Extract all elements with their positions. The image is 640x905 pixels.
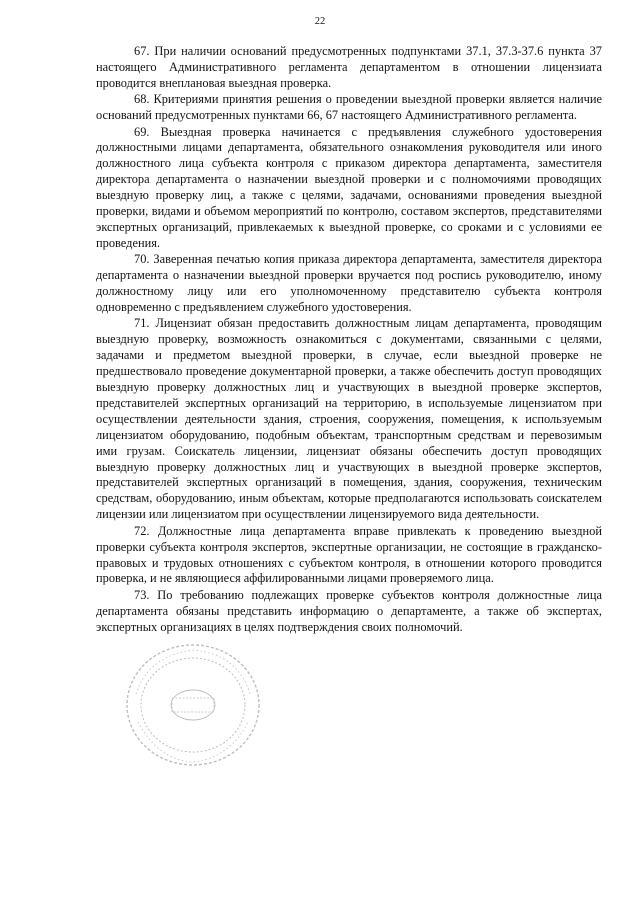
paragraph-69: 69. Выездная проверка начинается с предъявления служебного удостоверения должностными лицами департамента, обязательного ознакомления руководителя или иного должностного лица субъекта контроля с приказом директора департамента, заместителя директора департамента о назначении выездной проверки и с полномочиями проводящих выездную проверку лиц, а также с целями, задачами, основаниями проведения выездной проверки, видами и объемом мероприятий по контролю, составом экспертов, представителями экспертных организаций, привлекаемых к выездной проверке, со сроками и с условиями ее проведения. <box>96 124 602 250</box>
paragraph-71: 71. Лицензиат обязан предоставить должностным лицам департамента, проводящим выездную проверку, возможность ознакомиться с документами, связанными с целями, задачами и предметом выездной проверки, в случае, если выездной проверке не предшествовало проведение документарной проверки, а также обеспечить доступ проводящих выездную проверку должностных лиц и участвующих в выездной проверке экспертов, представителей экспертных организаций на территорию, в используемые лицензиатом при осуществлении деятельности здания, строения, сооружения, помещения, к используемым лицензиатом оборудованию, подобным объектам, транспортным средствам и перевозимым ими грузам. Соискатель лицензии, лицензиат обязаны обеспечить доступ проводящих выездную проверку должностных лиц и участвующих в выездной проверке экспертов, представителей экспертных организаций в помещения, здания, сооружения, техническим средствам, оборудованию, иным объектам, которые предполагаются использовать соискателем лицензии или лицензиатом при осуществлении лицензируемого вида деятельности. <box>96 316 602 522</box>
paragraph-67: 67. При наличии оснований предусмотренных подпунктами 37.1, 37.3-37.6 пункта 37 настоящего Административного регламента департаментом в отношении лицензиата проводится внеплановая выездная проверка. <box>96 44 602 90</box>
paragraph-68: 68. Критериями принятия решения о проведении выездной проверки является наличие оснований предусмотренных пунктами 66, 67 настоящего Административного регламента. <box>96 92 602 123</box>
paragraph-73: 73. По требованию подлежащих проверке субъектов контроля должностные лица департамента обязаны представить информацию о департаменте, а также об экспертах, экспертных организациях в целях подтверждения своих полномочий. <box>96 587 602 634</box>
paragraph-70: 70. Заверенная печатью копия приказа директора департамента, заместителя директора департамента о назначении выездной проверки вручается под роспись руководителю, иному должностному лицу или его уполномоченному представителю субъекта контроля одновременно с предъявлением служебного удостоверения. <box>96 252 602 314</box>
faded-round-stamp <box>118 636 268 774</box>
page-number: 22 <box>314 16 326 27</box>
paragraph-72: 72. Должностные лица департамента вправе привлекать к проведению выездной проверки субъекта контроля экспертов, экспертные организации, не состоящие в гражданско-правовых и трудовых отношениях с субъектом контроля, в отношении которого проводится проверка, и не являющиеся аффилированными лицами проверяемого лица. <box>96 523 602 586</box>
document-body <box>96 44 602 636</box>
